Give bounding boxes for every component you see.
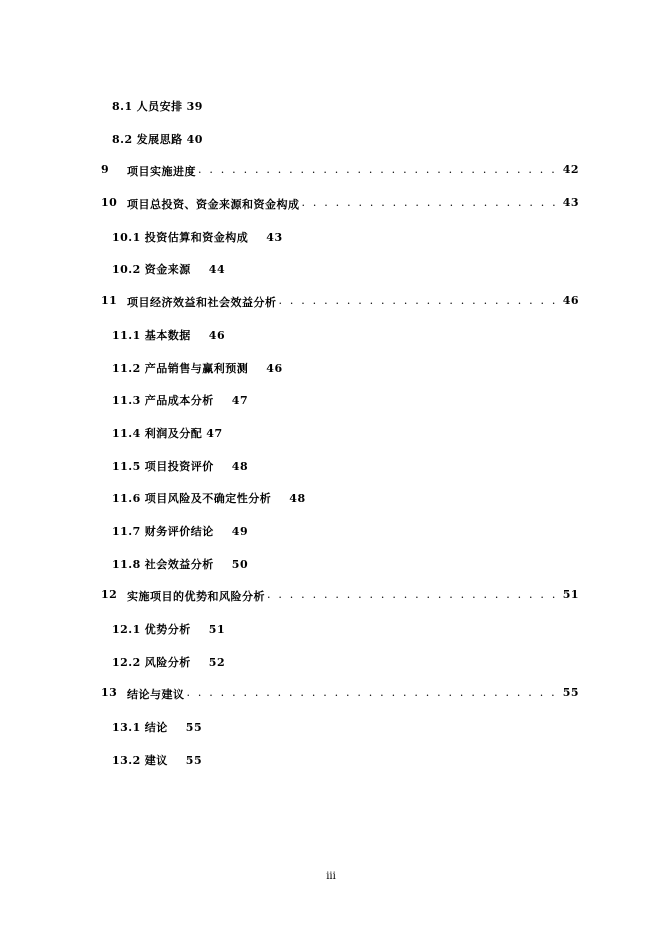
toc-entry-11-3[interactable] [112,392,662,425]
toc-entry-title: 产品成本分析 [144,394,214,408]
toc-entry-title: 建议 [144,753,168,767]
toc-entry-title: 产品销售与赢利预测 [144,361,249,375]
toc-entry-page: 47 [206,426,223,440]
toc-entry-number: 9 [101,163,110,177]
toc-entry-number: 12.2 [112,655,141,669]
toc-entry-number: 11.7 [112,524,141,538]
toc-entry-title: 项目总投资、资金来源和资金构成 [127,198,300,212]
toc-entry-page: 52 [208,655,226,669]
toc-entry-13-2[interactable] [112,752,662,785]
toc-entry-title: 财务评价结论 [144,524,214,538]
toc-entry-page: 46 [266,361,283,375]
toc-entry-page: 48 [289,492,306,506]
toc-entry-number: 13 [101,686,118,700]
toc-entry-title: 资金来源 [144,263,191,277]
toc-entry-10[interactable] [101,196,579,229]
toc-entry-number: 11.4 [112,426,141,440]
toc-entry-number: 11.2 [112,361,141,375]
toc-entry-11-7[interactable] [112,523,662,556]
dot-leader [302,196,561,209]
page-number: iii [326,871,336,882]
toc-entry-number: 13.2 [112,753,141,767]
toc-entry-page: 43 [266,230,283,244]
toc-entry-12-1[interactable] [112,621,662,654]
toc-entry-number: 12.1 [112,623,141,636]
dot-leader [267,588,561,601]
toc-entry-page: 50 [231,557,249,571]
toc-entry-11-8[interactable] [112,556,662,589]
toc-entry-title: 基本数据 [144,328,191,342]
toc-entry-number: 13.1 [112,721,141,735]
toc-entry-8-2[interactable] [112,131,662,164]
dot-leader [187,686,561,699]
toc-entry-title: 结论与建议 [127,688,185,702]
toc-entry-title: 项目风险及不确定性分析 [144,492,272,506]
toc-entry-12[interactable] [101,588,579,621]
toc-entry-page: 42 [562,163,579,177]
toc-entry-10-1[interactable] [112,229,662,262]
toc-entry-title: 投资估算和资金构成 [144,230,249,244]
toc-entry-13[interactable] [101,686,579,719]
toc-entry-9[interactable] [101,163,579,196]
toc-entry-11[interactable] [101,294,579,327]
toc-entry-page: 44 [208,263,226,277]
dot-leader [279,294,561,307]
toc-entry-title: 结论 [144,721,168,735]
toc-entry-title: 实施项目的优势和风险分析 [127,590,265,604]
toc-entry-title: 项目实施进度 [127,165,196,179]
toc-entry-number: 11.1 [112,328,141,342]
toc-entry-11-2[interactable] [112,360,662,393]
toc-entry-11-5[interactable] [112,458,662,491]
dot-leader [198,163,561,176]
toc-entry-8-1[interactable] [112,98,662,131]
toc-entry-page: 55 [185,721,203,735]
toc-entry-page: 49 [231,524,249,538]
toc-entry-title: 发展思路 [136,132,183,146]
toc-entry-page: 51 [562,588,579,602]
toc-entry-12-2[interactable] [112,654,662,687]
toc-entry-page: 51 [208,623,226,636]
toc-entry-number: 8.1 [112,100,133,113]
toc-entry-11-4[interactable] [112,425,662,458]
toc-entry-page: 40 [186,132,203,146]
toc-entry-page: 48 [231,459,249,473]
toc-entry-number: 10.2 [112,263,141,277]
toc-entry-page: 47 [231,394,249,408]
toc-entry-number: 11.8 [112,557,141,571]
toc-entry-page: 43 [562,196,579,210]
toc-entry-11-6[interactable] [112,490,662,523]
toc-entry-title: 社会效益分析 [144,557,214,571]
toc-entry-10-2[interactable] [112,261,662,294]
toc-entry-number: 10.1 [112,230,141,244]
toc-entry-number: 10 [101,196,118,210]
toc-entry-page: 55 [185,753,203,767]
toc-entry-number: 11.3 [112,394,141,408]
toc-entry-11-1[interactable] [112,327,662,360]
toc-entry-page: 46 [562,294,579,308]
toc-entry-number: 11.6 [112,492,141,506]
toc-entry-number: 11.5 [112,459,141,473]
toc-entry-13-1[interactable] [112,719,662,752]
toc-entry-title: 人员安排 [136,100,183,113]
toc-entry-title: 项目经济效益和社会效益分析 [127,296,277,310]
toc-entry-page: 55 [562,686,579,700]
toc-entry-title: 优势分析 [144,623,191,636]
toc-entry-title: 风险分析 [144,655,191,669]
toc-entry-number: 8.2 [112,132,133,146]
toc-entry-title: 利润及分配 [144,426,203,440]
toc-entry-number: 11 [101,294,118,308]
toc-entry-title: 项目投资评价 [144,459,214,473]
table-of-contents [0,98,662,784]
toc-entry-page: 46 [208,328,226,342]
toc-entry-number: 12 [101,588,118,602]
toc-entry-page: 39 [186,100,203,113]
